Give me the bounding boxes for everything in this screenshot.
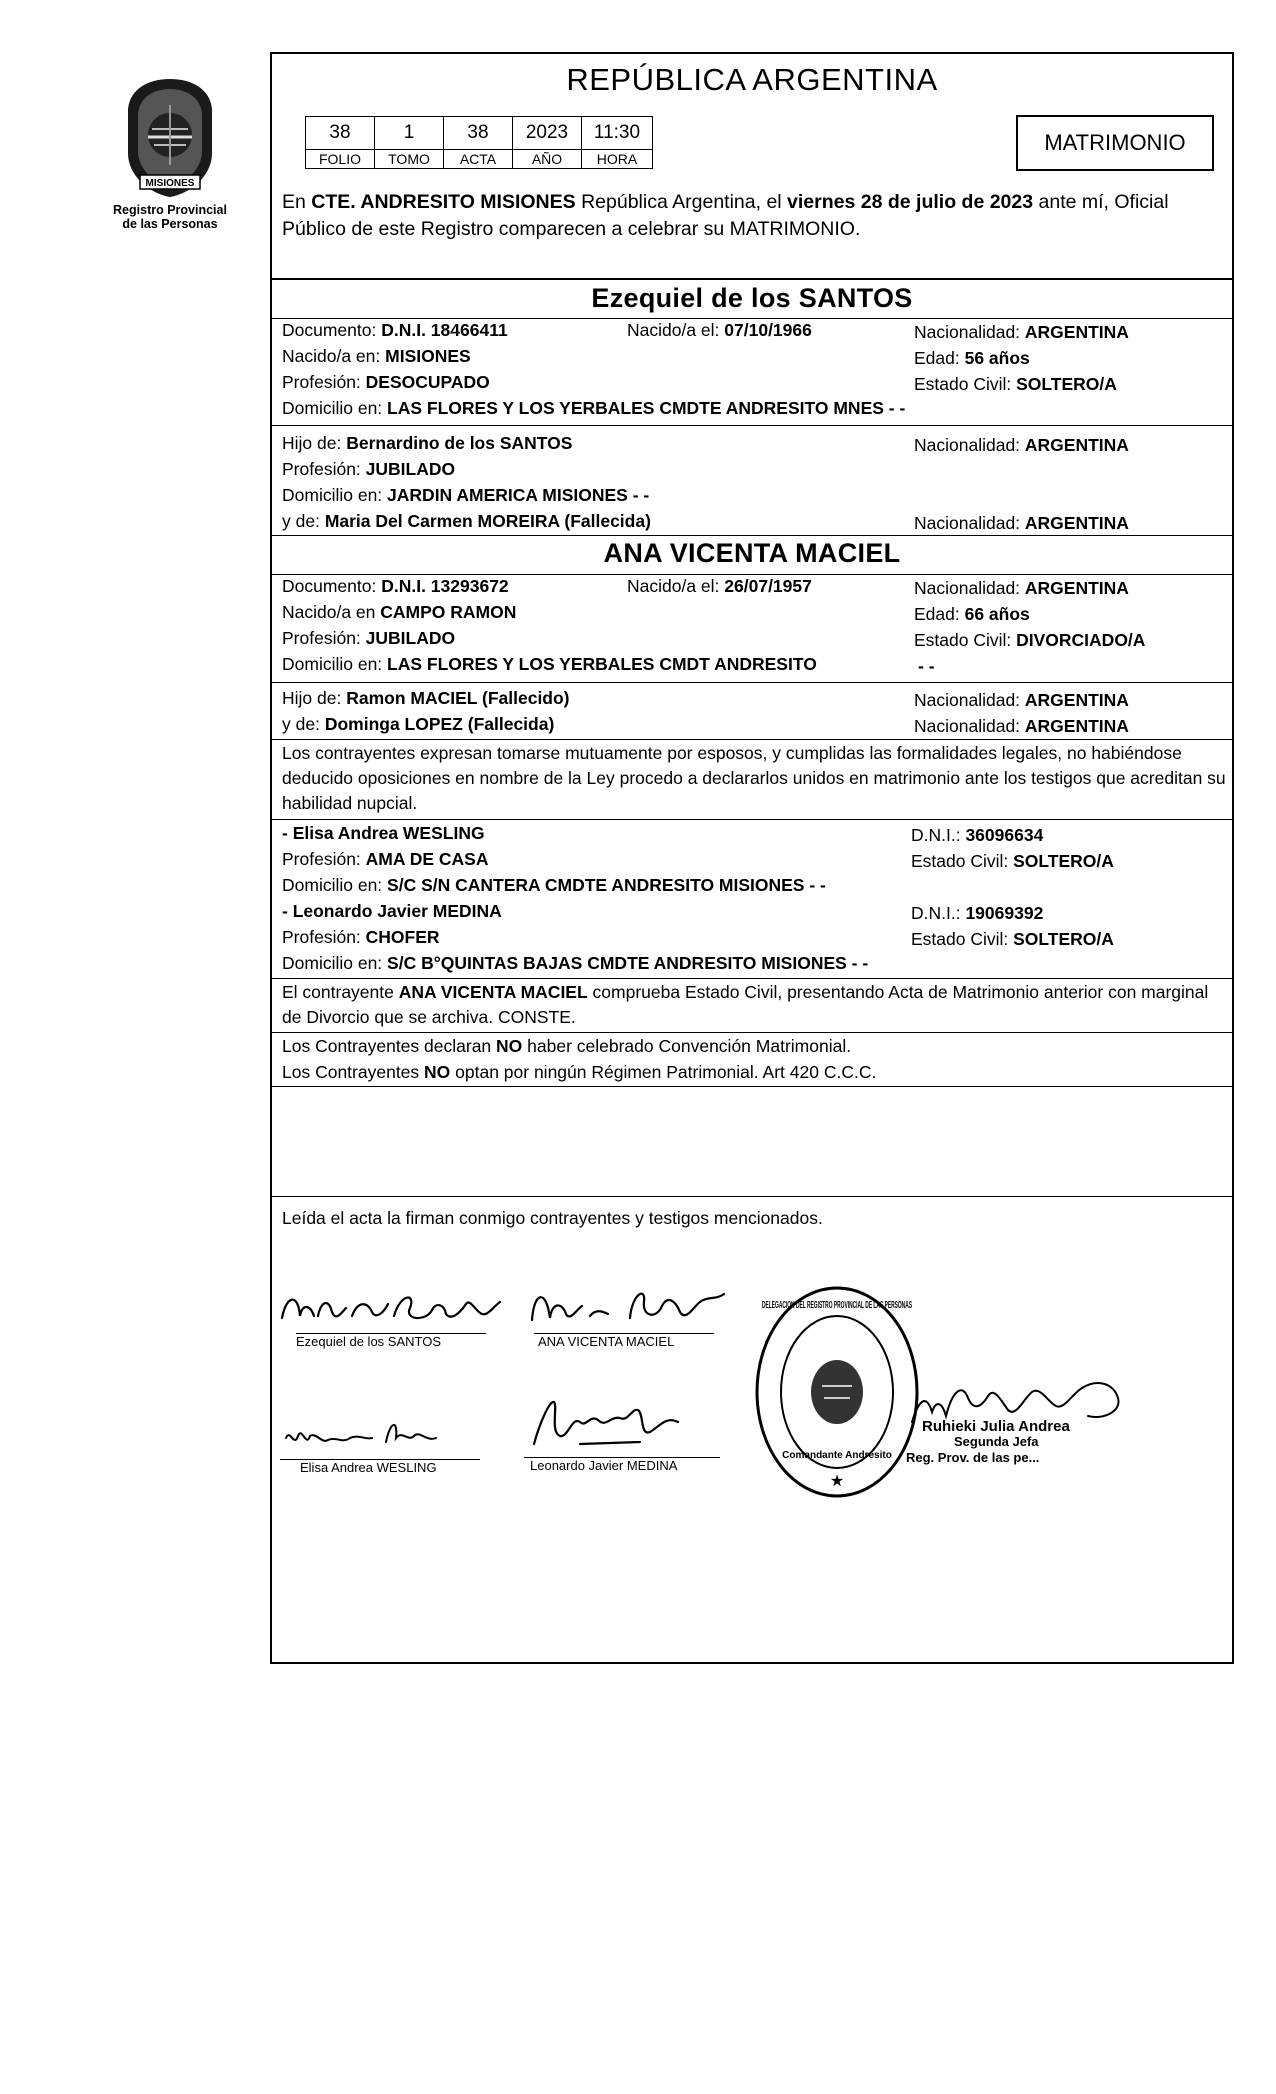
divider xyxy=(272,978,1232,979)
witness1-profession: Profesión: AMA DE CASA xyxy=(282,849,489,869)
spouse1-nationality: Nacionalidad: ARGENTINA xyxy=(914,322,1129,342)
spouse1-name: Ezequiel de los SANTOS xyxy=(591,283,913,313)
svg-text:MISIONES: MISIONES xyxy=(145,178,195,189)
intro-paragraph: En CTE. ANDRESITO MISIONES República Argentina, el viernes 28 de julio de 2023 ante mí, Oficial Público de este Registro comparecen a celebrar su MATRIMONIO. xyxy=(282,191,1169,240)
divider xyxy=(272,574,1232,575)
civil-status-note: El contrayente ANA VICENTA MACIEL comprueba Estado Civil, presentando Acta de Matrimonio anterior con marginal de Divorcio que se archiva. CONSTE. xyxy=(282,982,1209,1027)
spouse2-age: Edad: 66 años xyxy=(914,604,1030,624)
spouse1-address: Domicilio en: LAS FLORES Y LOS YERBALES CMDTE ANDRESITO MNES - - xyxy=(282,398,906,418)
official-stamp xyxy=(752,1282,922,1517)
divider xyxy=(272,1032,1232,1033)
registry-logo xyxy=(95,75,245,231)
spouse2-profession: Profesión: JUBILADO xyxy=(282,628,456,648)
signature-caption-spouse1: Ezequiel de los SANTOS xyxy=(296,1334,441,1349)
witness1-dni: D.N.I.: 36096634 xyxy=(911,825,1044,845)
spouse2-address-suffix: - - xyxy=(918,656,935,676)
document-title: REPÚBLICA ARGENTINA xyxy=(566,62,938,97)
year-label: AÑO xyxy=(513,150,582,169)
divider xyxy=(272,318,1232,319)
province-seal-icon xyxy=(122,75,218,201)
spouse1-father-profession: Profesión: JUBILADO xyxy=(282,459,456,479)
officer-office: Reg. Prov. de las pe... xyxy=(906,1450,1040,1465)
divider xyxy=(272,1196,1232,1197)
hour-label: HORA xyxy=(582,150,653,169)
handwritten-signature-icon xyxy=(276,1282,506,1328)
handwritten-signature-icon xyxy=(276,1408,496,1454)
divider xyxy=(272,425,1232,426)
spouse2-document: Documento: D.N.I. 13293672 xyxy=(282,576,509,596)
signature-caption-witness2: Leonardo Javier MEDINA xyxy=(530,1458,678,1473)
spouse2-name: ANA VICENTA MACIEL xyxy=(603,538,901,568)
convention-line2: Los Contrayentes NO optan por ningún Régimen Patrimonial. Art 420 C.C.C. xyxy=(282,1062,877,1082)
divider xyxy=(272,278,1232,280)
registry-caption-line2: de las Personas xyxy=(122,217,218,231)
hour-value: 11:30 xyxy=(582,117,653,150)
spouse1-profession: Profesión: DESOCUPADO xyxy=(282,372,490,392)
signature-witness1 xyxy=(276,1408,496,1475)
spouse2-father: Hijo de: Ramon MACIEL (Fallecido) xyxy=(282,688,570,708)
witness2-name: - Leonardo Javier MEDINA xyxy=(282,901,502,921)
spouse1-civil-status: Estado Civil: SOLTERO/A xyxy=(914,374,1117,394)
spouse1-age: Edad: 56 años xyxy=(914,348,1030,368)
signature-spouse1 xyxy=(276,1282,506,1349)
witness1-address: Domicilio en: S/C S/N CANTERA CMDTE ANDRESITO MISIONES - - xyxy=(282,875,826,895)
acta-value: 38 xyxy=(444,117,513,150)
spouse1-father-address: Domicilio en: JARDIN AMERICA MISIONES - - xyxy=(282,485,650,505)
witness1-civil-status: Estado Civil: SOLTERO/A xyxy=(911,851,1114,871)
handwritten-signature-icon xyxy=(520,1392,740,1452)
acta-label: ACTA xyxy=(444,150,513,169)
spouse2-nationality: Nacionalidad: ARGENTINA xyxy=(914,578,1129,598)
spouse2-mother: y de: Dominga LOPEZ (Fallecida) xyxy=(282,714,555,734)
handwritten-signature-icon xyxy=(520,1282,740,1328)
signature-spouse2 xyxy=(520,1282,740,1349)
spouse2-civil-status: Estado Civil: DIVORCIADO/A xyxy=(914,630,1146,650)
signature-caption-spouse2: ANA VICENTA MACIEL xyxy=(538,1334,675,1349)
witness2-address: Domicilio en: S/C B°QUINTAS BAJAS CMDTE ANDRESITO MISIONES - - xyxy=(282,953,869,973)
spouse1-father-nationality: Nacionalidad: ARGENTINA xyxy=(914,435,1129,455)
spouse2-mother-nationality: Nacionalidad: ARGENTINA xyxy=(914,716,1129,736)
spouse2-father-nationality: Nacionalidad: ARGENTINA xyxy=(914,690,1129,710)
spouse1-mother: y de: Maria Del Carmen MOREIRA (Fallecida) xyxy=(282,511,651,531)
officer-name: Ruhieki Julia Andrea xyxy=(922,1418,1070,1435)
stamp-ring-text: DELEGACION DEL REGISTRO PROVINCIAL DE LAS PERSONAS xyxy=(762,1300,913,1311)
divider xyxy=(272,819,1232,820)
intro-date: viernes 28 de julio de 2023 xyxy=(787,191,1034,213)
spouse1-father: Hijo de: Bernardino de los SANTOS xyxy=(282,433,573,453)
official-seal-icon xyxy=(752,1282,922,1512)
spouse2-address: Domicilio en: LAS FLORES Y LOS YERBALES CMDT ANDRESITO xyxy=(282,654,817,674)
intro-place: CTE. ANDRESITO MISIONES xyxy=(311,191,576,213)
spouse2-birthdate: Nacido/a el: 26/07/1957 xyxy=(627,576,812,596)
year-value: 2023 xyxy=(513,117,582,150)
folio-label: FOLIO xyxy=(306,150,375,169)
spouse1-birthdate: Nacido/a el: 07/10/1966 xyxy=(627,320,812,340)
signature-witness2 xyxy=(520,1392,740,1473)
convention-line1: Los Contrayentes declaran NO haber celebrado Convención Matrimonial. xyxy=(282,1036,852,1056)
declaration-text: Los contrayentes expresan tomarse mutuamente por esposos, y cumplidas las formalidades legales, no habiéndose deducido oposiciones en nombre de la Ley procedo a declararlos unidos en matrimonio ante los testigos que acreditan su habilidad nupcial. xyxy=(282,743,1226,813)
folio-value: 38 xyxy=(306,117,375,150)
closing-text: Leída el acta la firman conmigo contrayentes y testigos mencionados. xyxy=(282,1208,823,1228)
witness2-profession: Profesión: CHOFER xyxy=(282,927,440,947)
divider xyxy=(272,739,1232,740)
record-header-table xyxy=(305,116,653,169)
stamp-inner-text: Comandante Andresito xyxy=(782,1450,892,1461)
divider xyxy=(272,535,1232,536)
witness1-name: - Elisa Andrea WESLING xyxy=(282,823,485,843)
tomo-value: 1 xyxy=(375,117,444,150)
divider xyxy=(272,682,1232,683)
officer-role: Segunda Jefa xyxy=(954,1434,1039,1449)
act-type-box: MATRIMONIO xyxy=(1016,115,1214,171)
tomo-label: TOMO xyxy=(375,150,444,169)
witness2-dni: D.N.I.: 19069392 xyxy=(911,903,1044,923)
witness2-civil-status: Estado Civil: SOLTERO/A xyxy=(911,929,1114,949)
spouse1-mother-nationality: Nacionalidad: ARGENTINA xyxy=(914,513,1129,533)
spouse2-birthplace: Nacido/a en CAMPO RAMON xyxy=(282,602,517,622)
divider xyxy=(272,1086,1232,1087)
star-icon: ★ xyxy=(829,1471,845,1490)
signature-caption-witness1: Elisa Andrea WESLING xyxy=(300,1460,437,1475)
registry-caption-line1: Registro Provincial xyxy=(113,203,227,217)
spouse1-document: Documento: D.N.I. 18466411 xyxy=(282,320,508,340)
spouse1-birthplace: Nacido/a en: MISIONES xyxy=(282,346,471,366)
